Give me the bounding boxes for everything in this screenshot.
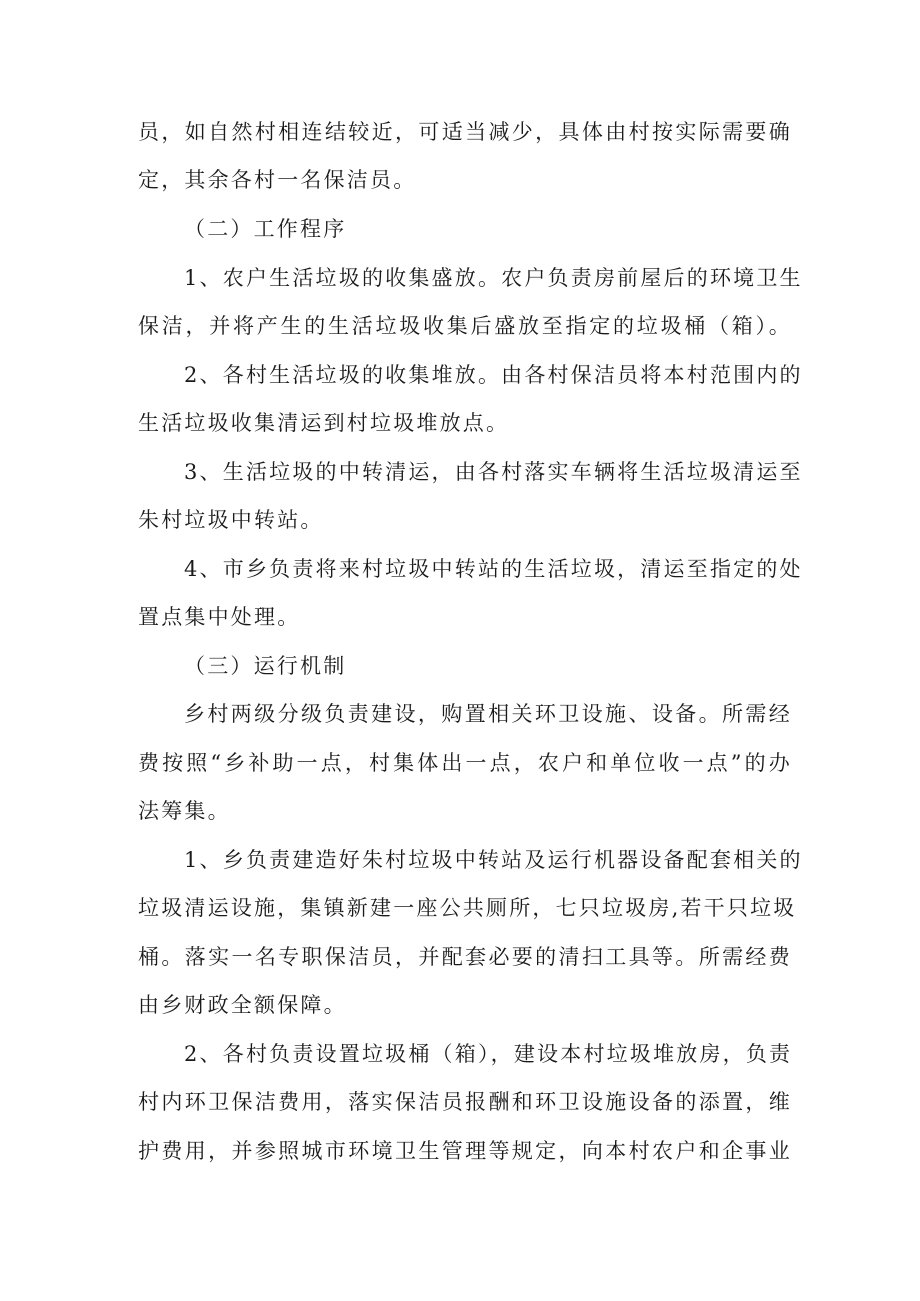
paragraph-line: 费按照“乡补助一点，村集体出一点，农户和单位收一点”的办 (138, 751, 792, 775)
paragraph-line: 垃圾清运设施，集镇新建一座公共厕所，七只垃圾房,若干只垃圾 (138, 896, 797, 920)
section-heading: （二）工作程序 (184, 217, 347, 241)
paragraph-line: 乡村两级分级负责建设，购置相关环卫设施、设备。所需经 (184, 702, 792, 726)
paragraph-line: 生活垃圾收集清运到村垃圾堆放点。 (138, 411, 510, 435)
paragraph-line: 护费用，并参照城市环境卫生管理等规定，向本村农户和企事业 (138, 1139, 792, 1163)
paragraph-line: 2、各村生活垃圾的收集堆放。由各村保洁员将本村范围内的 (184, 363, 803, 387)
paragraph-line: 由乡财政全额保障。 (138, 993, 347, 1017)
paragraph-line: 朱村垃圾中转站。 (138, 508, 324, 532)
section-heading: （三）运行机制 (184, 654, 347, 678)
paragraph-line: 保洁，并将产生的生活垃圾收集后盛放至指定的垃圾桶（箱）。 (138, 314, 792, 338)
paragraph-line: 置点集中处理。 (138, 605, 301, 629)
paragraph-line: 桶。落实一名专职保洁员，并配套必要的清扫工具等。所需经费 (138, 945, 792, 969)
paragraph-line: 2、各村负责设置垃圾桶（箱），建设本村垃圾堆放房，负责 (184, 1042, 793, 1066)
paragraph-line: 员，如自然村相连结较近，可适当减少，具体由村按实际需要确 (138, 120, 792, 144)
paragraph-line: 4、市乡负责将来村垃圾中转站的生活垃圾，清运至指定的处 (184, 557, 803, 581)
paragraph-line: 1、乡负责建造好朱村垃圾中转站及运行机器设备配套相关的 (184, 848, 803, 872)
paragraph-line: 3、生活垃圾的中转清运，由各村落实车辆将生活垃圾清运至 (184, 460, 803, 484)
paragraph-line: 1、农户生活垃圾的收集盛放。农户负责房前屋后的环境卫生 (184, 266, 803, 290)
paragraph-line: 法筹集。 (138, 799, 231, 823)
paragraph-line: 定，其余各村一名保洁员。 (138, 168, 417, 192)
paragraph-line: 村内环卫保洁费用，落实保洁员报酬和环卫设施设备的添置，维 (138, 1090, 792, 1114)
